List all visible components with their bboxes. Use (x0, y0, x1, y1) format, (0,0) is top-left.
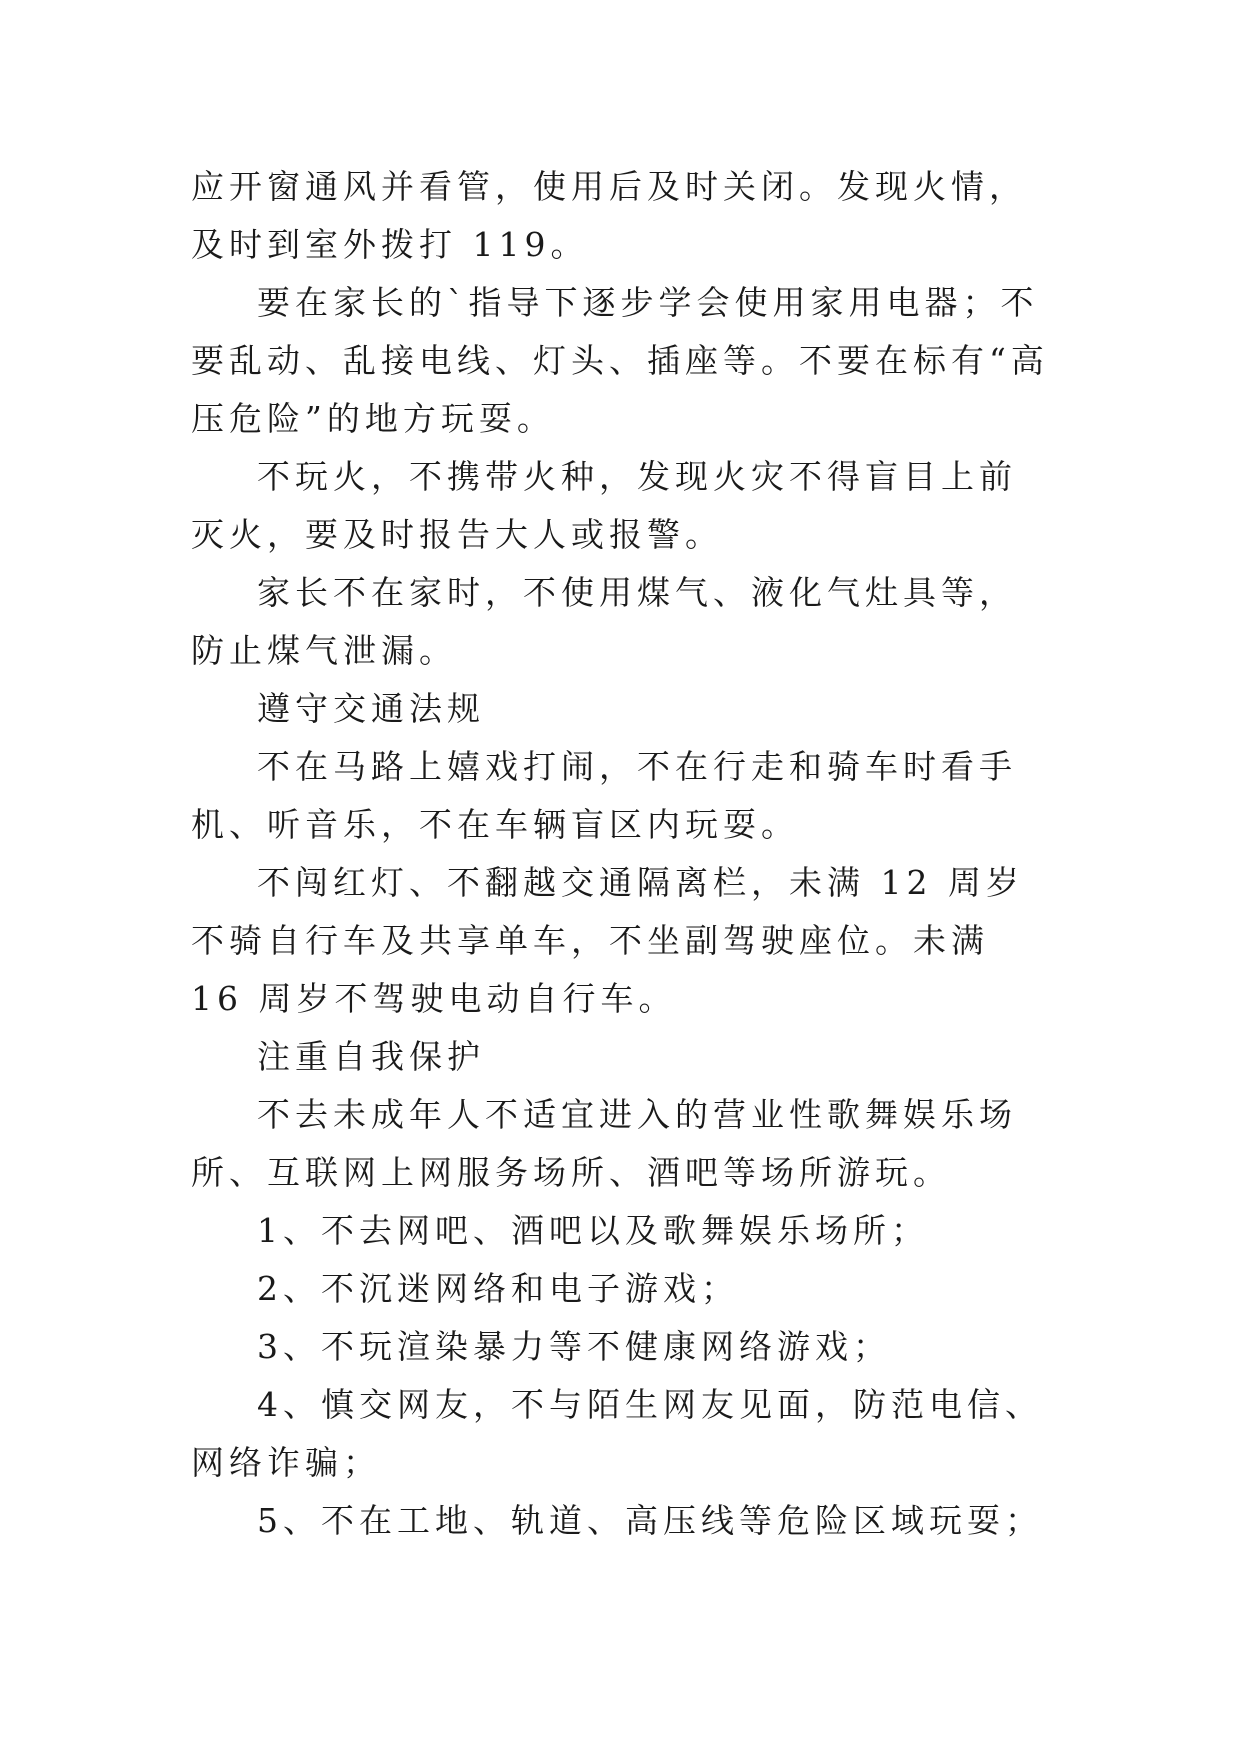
list-item-3: 3、不玩渲染暴力等不健康网络游戏； (257, 1327, 891, 1366)
list-item-1: 1、不去网吧、酒吧以及歌舞娱乐场所； (257, 1211, 929, 1250)
list-item-4: 4、慎交网友，不与陌生网友见面，防范电信、网络诈骗； (191, 1385, 1043, 1482)
paragraph-gas-safety: 家长不在家时，不使用煤气、液化气灶具等，防止煤气泄漏。 (191, 573, 1017, 670)
list-item-5: 5、不在工地、轨道、高压线等危险区域玩耍； (257, 1501, 1043, 1540)
document-body (191, 158, 1053, 1550)
list-item-2: 2、不沉迷网络和电子游戏； (257, 1269, 739, 1308)
paragraph-fire-ventilation: 应开窗通风并看管，使用后及时关闭。发现火情，及时到室外拨打 119。 (191, 167, 1027, 264)
heading-traffic-rules: 遵守交通法规 (257, 689, 485, 728)
paragraph-electrical-safety: 要在家长的`指导下逐步学会使用家用电器；不要乱动、乱接电线、灯头、插座等。不要在标有“高压危险”的地方玩耍。 (191, 283, 1049, 438)
paragraph-road-behavior: 不在马路上嬉戏打闹，不在行走和骑车时看手机、听音乐，不在车辆盲区内玩耍。 (191, 747, 1017, 844)
paragraph-no-playing-fire: 不玩火，不携带火种，发现火灾不得盲目上前灭火，要及时报告大人或报警。 (191, 457, 1017, 554)
paragraph-entertainment-venues: 不去未成年人不适宜进入的营业性歌舞娱乐场所、互联网上网服务场所、酒吧等场所游玩。 (191, 1095, 1017, 1192)
paragraph-traffic-lights-cycling: 不闯红灯、不翻越交通隔离栏，未满 12 周岁不骑自行车及共享单车，不坐副驾驶座位。未满 16 周岁不驾驶电动自行车。 (191, 863, 1024, 1018)
heading-self-protection: 注重自我保护 (257, 1037, 485, 1076)
